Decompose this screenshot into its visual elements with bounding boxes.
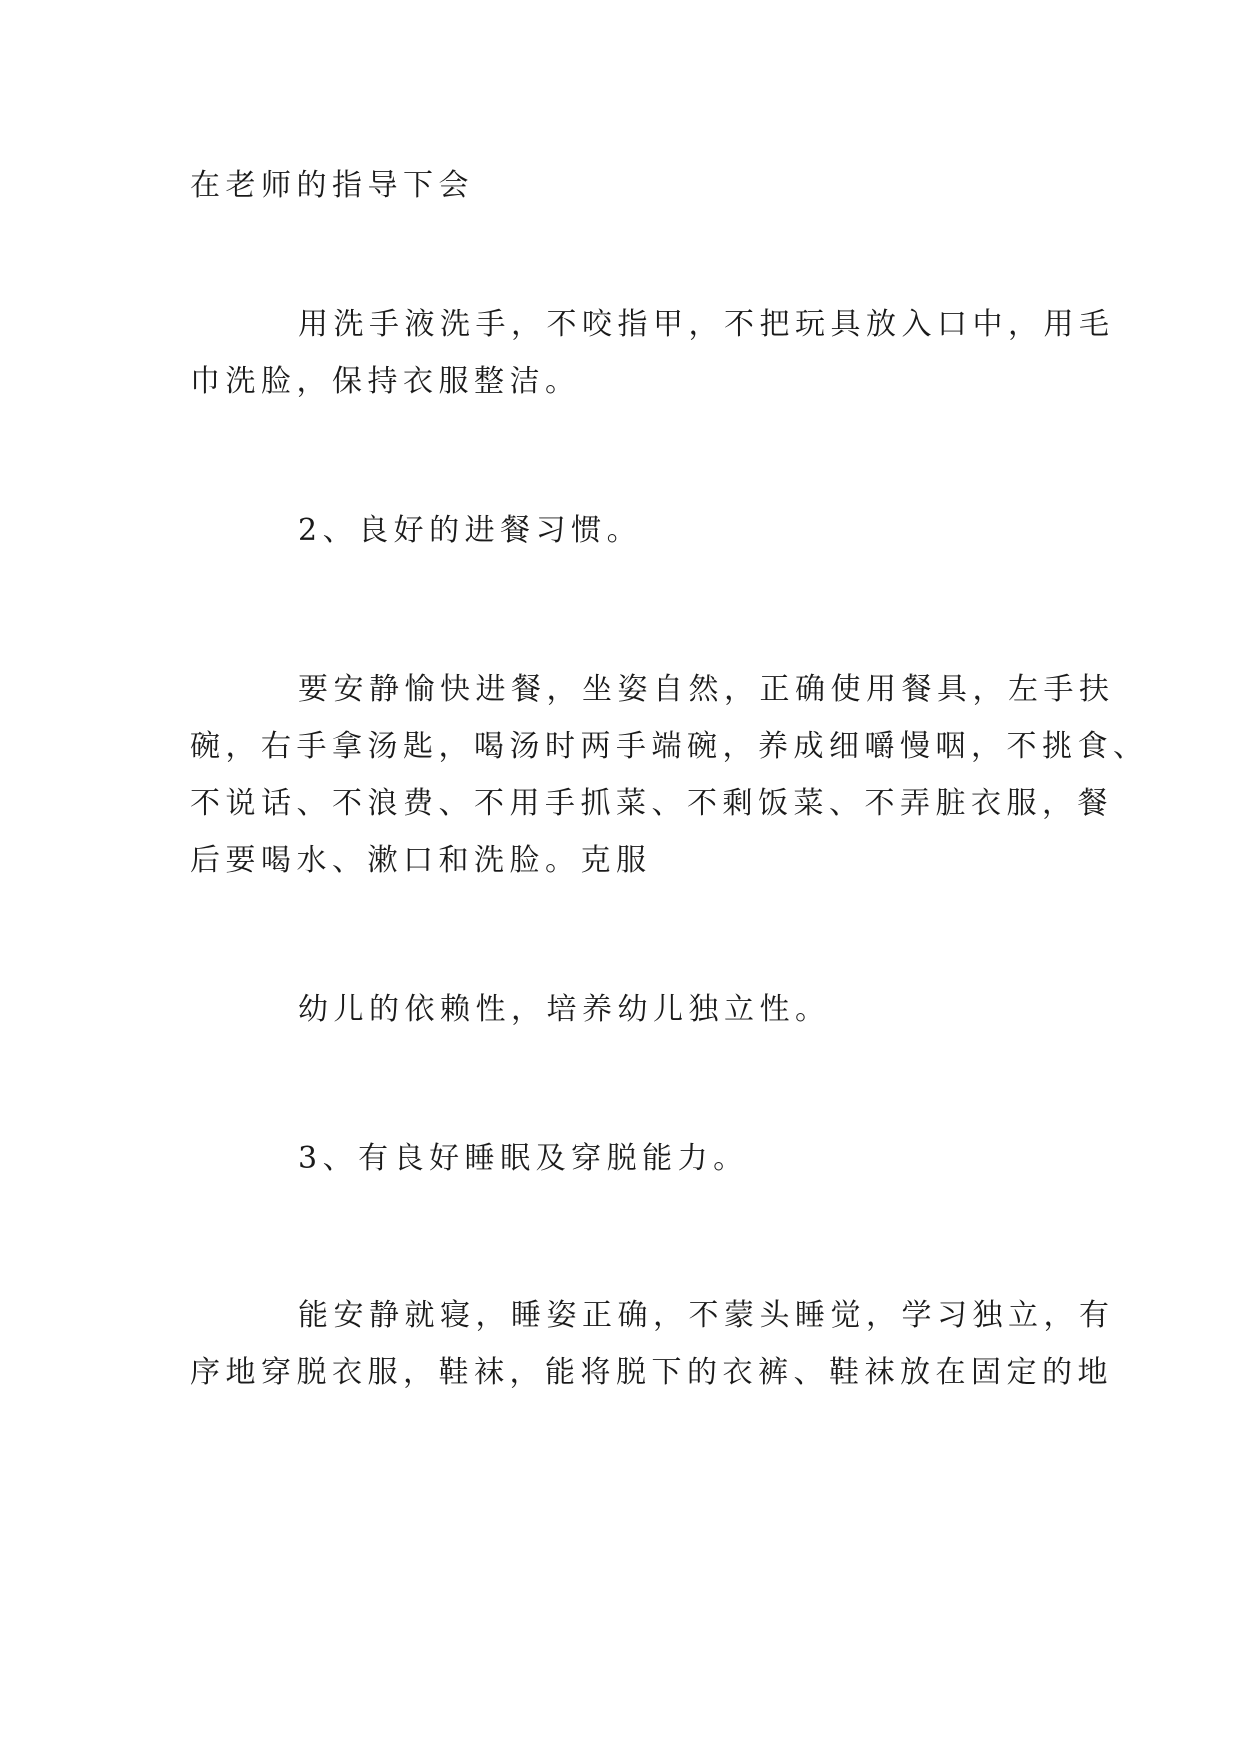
section-heading-2: 2、良好的进餐习惯。 <box>298 513 643 548</box>
text-line-12: 序地穿脱衣服，鞋袜，能将脱下的衣裤、鞋袜放在固定的地 <box>190 1355 1113 1390</box>
text-line-1: 在老师的指导下会 <box>190 168 474 203</box>
text-line-3: 巾洗脸，保持衣服整洁。 <box>190 364 581 399</box>
section-heading-3: 3、有良好睡眠及穿脱能力。 <box>298 1141 749 1176</box>
text-line-7: 不说话、不浪费、不用手抓菜、不剩饭菜、不弄脏衣服，餐 <box>190 786 1113 821</box>
text-line-9: 幼儿的依赖性，培养幼儿独立性。 <box>298 992 831 1027</box>
text-line-2: 用洗手液洗手，不咬指甲，不把玩具放入口中，用毛 <box>298 307 1115 342</box>
text-line-11: 能安静就寝，睡姿正确，不蒙头睡觉，学习独立，有 <box>298 1298 1115 1333</box>
text-line-8: 后要喝水、漱口和洗脸。克服 <box>190 843 652 878</box>
text-line-6: 碗，右手拿汤匙，喝汤时两手端碗，养成细嚼慢咽，不挑食、 <box>190 729 1149 764</box>
text-line-5: 要安静愉快进餐，坐姿自然，正确使用餐具，左手扶 <box>298 672 1115 707</box>
